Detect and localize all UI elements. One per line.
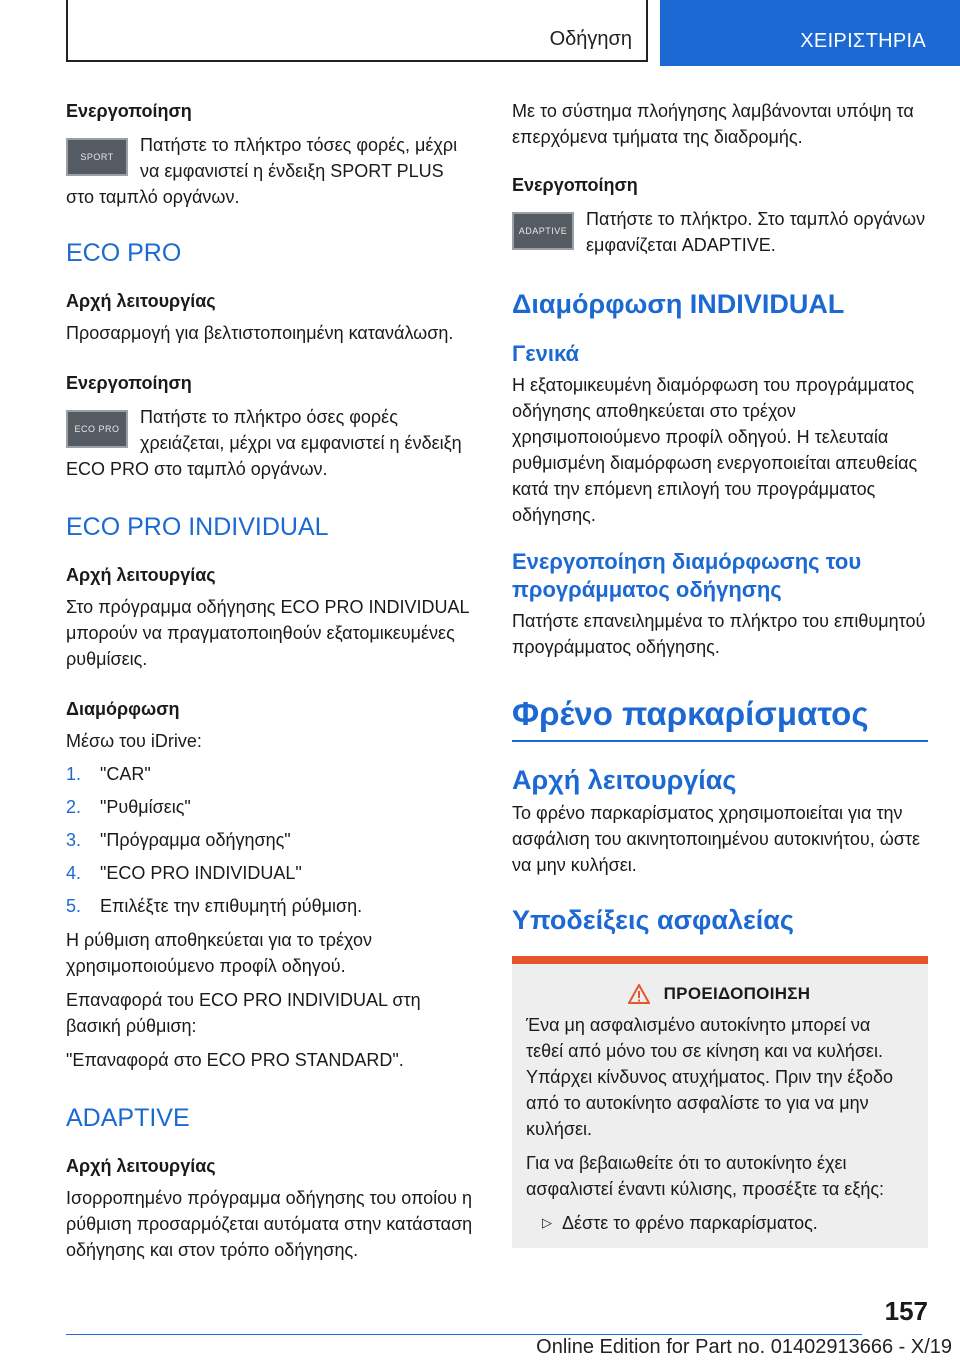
parking-brake-heading: Φρένο παρκαρίσματος (512, 695, 869, 732)
eco-pro-heading: ECO PRO (66, 239, 182, 267)
sport-instruction-cont: στο ταμπλό οργάνων. (66, 187, 240, 207)
general-heading: Γενικά (512, 341, 580, 366)
step-item: 4. "ECO PRO INDIVIDUAL" (66, 863, 302, 883)
sport-activation (66, 132, 476, 184)
left-column (66, 98, 476, 1263)
page-header (0, 0, 960, 66)
eco-principle-heading: Αρχή λειτουργίας (66, 291, 216, 311)
adaptive-heading: ADAPTIVE (66, 1104, 190, 1132)
chapter-tab (660, 0, 960, 66)
reset-note: Επαναφορά του ECO PRO INDIVIDUAL στη βασική ρύθμιση: (66, 990, 421, 1036)
general-text: Η εξατομικευμένη διαμόρφωση του προγράμματος οδήγησης αποθηκεύεται στο τρέχον χρησιμοποιούμενο προφίλ οδηγού. Η τελευταία ρυθμισμένη διαμόρφωση ενεργοποιείται απευθείας κατά την επόμενη επιλογή του προγράμματος οδήγησης. (512, 375, 918, 525)
adaptive-instruction: Πατήστε το πλήκτρο. Στο ταμπλό οργάνων εμφανίζεται ADAPTIVE. (586, 209, 926, 255)
heading-rule (512, 740, 928, 742)
parking-principle-heading: Αρχή λειτουργίας (512, 765, 737, 795)
ecoind-principle-text: Στο πρόγραμμα οδήγησης ECO PRO INDIVIDUAL μπορούν να πραγματοποιηθούν εξατομικευμένες ρυθμίσεις. (66, 597, 469, 669)
activation-heading: Ενεργοποίηση (66, 101, 192, 121)
adaptive-button-icon: ADAPTIVE (512, 212, 574, 250)
warning-text-2: Για να βεβαιωθείτε ότι το αυτοκίνητο έχει ασφαλιστεί έναντι κύλισης, προσέξτε τα εξής: (526, 1153, 885, 1199)
eco-activation-heading: Ενεργοποίηση (66, 373, 192, 393)
config-heading: Διαμόρφωση (66, 699, 180, 719)
parking-principle-text: Το φρένο παρκαρίσματος χρησιμοποιείται για την ασφάλιση του ακινητοποιημένου αυτοκινήτου, ώστε να μην κυλήσει. (512, 803, 921, 875)
ecoind-principle-heading: Αρχή λειτουργίας (66, 565, 216, 585)
section-label: Οδήγηση (549, 28, 632, 50)
step-item: 5. Επιλέξτε την επιθυμητή ρύθμιση. (66, 896, 363, 916)
config-steps (66, 758, 476, 923)
footer-rule (66, 1334, 862, 1335)
warning-header (526, 984, 912, 1004)
warning-text-1: Ένα μη ασφαλισμένο αυτοκίνητο μπορεί να τεθεί από μόνο του σε κίνηση και να κυλήσει. Υπάρχει κίνδυνος ατυχήματος. Πριν την έξοδο από το αυτοκίνητο ασφαλίστε το για να μην κυλήσει. (526, 1015, 893, 1139)
adaptive-principle-heading: Αρχή λειτουργίας (66, 1156, 216, 1176)
activate-config-heading: Ενεργοποίηση διαμόρφωσης του προγράμματος οδήγησης (512, 549, 862, 602)
config-via: Μέσω του iDrive: (66, 731, 202, 751)
warning-label: ΠΡΟΕΙΔΟΠΟΙΗΣΗ (663, 984, 811, 1003)
warning-box (512, 956, 928, 1248)
adaptive-cont: Με το σύστημα πλοήγησης λαμβάνονται υπόψη τα επερχόμενα τμήματα της διαδρομής. (512, 101, 914, 147)
step-item: 2. "Ρυθμίσεις" (66, 797, 191, 817)
individual-heading: Διαμόρφωση INDIVIDUAL (512, 289, 845, 319)
chapter-label: ΧΕΙΡΙΣΤΗΡΙΑ (800, 30, 926, 52)
sport-instruction: Πατήστε το πλήκτρο τόσες φορές, μέχρι να εμφανιστεί η ένδειξη SPORT PLUS (140, 135, 458, 181)
eco-principle-text: Προσαρμογή για βελτιστοποιημένη κατανάλωση. (66, 323, 454, 343)
warning-triangle-icon (628, 984, 650, 1004)
right-column (512, 98, 928, 1248)
adaptive-activation (512, 206, 928, 258)
save-note: Η ρύθμιση αποθηκεύεται για το τρέχον χρησιμοποιούμενο προφίλ οδηγού. (66, 930, 372, 976)
step-item: 1. "CAR" (66, 764, 151, 784)
edition-footer: Online Edition for Part no. 01402913666 - X/19 (536, 1336, 952, 1358)
page-number: 157 (884, 1296, 928, 1326)
activate-config-text: Πατήστε επανειλημμένα το πλήκτρο του επιθυμητού προγράμματος οδήγησης. (512, 611, 926, 657)
section-tab (66, 0, 648, 62)
step-item: 3. "Πρόγραμμα οδήγησης" (66, 830, 291, 850)
triangle-right-icon: ▷ (542, 1215, 552, 1230)
eco-activation (66, 404, 476, 456)
reset-command: "Επαναφορά στο ECO PRO STANDARD". (66, 1050, 404, 1070)
safety-heading: Υποδείξεις ασφαλείας (512, 905, 794, 935)
sport-button-icon: SPORT (66, 138, 128, 176)
adaptive-activation-heading: Ενεργοποίηση (512, 175, 638, 195)
eco-instruction: Πατήστε το πλήκτρο όσες φορές χρειάζεται, μέχρι να εμφανιστεί η ένδειξη (140, 407, 462, 453)
eco-pro-button-icon: ECO PRO (66, 410, 128, 448)
eco-individual-heading: ECO PRO INDIVIDUAL (66, 513, 329, 541)
adaptive-principle-text: Ισορροπημένο πρόγραμμα οδήγησης του οποίου η ρύθμιση προσαρμόζεται αυτόματα στην κατάσταση οδήγησης και στον τρόπο οδήγησης. (66, 1188, 473, 1260)
warning-bullet: ▷ Δέστε το φρένο παρκαρίσματος. (526, 1210, 912, 1236)
eco-instruction-cont: ECO PRO στο ταμπλό οργάνων. (66, 459, 328, 479)
